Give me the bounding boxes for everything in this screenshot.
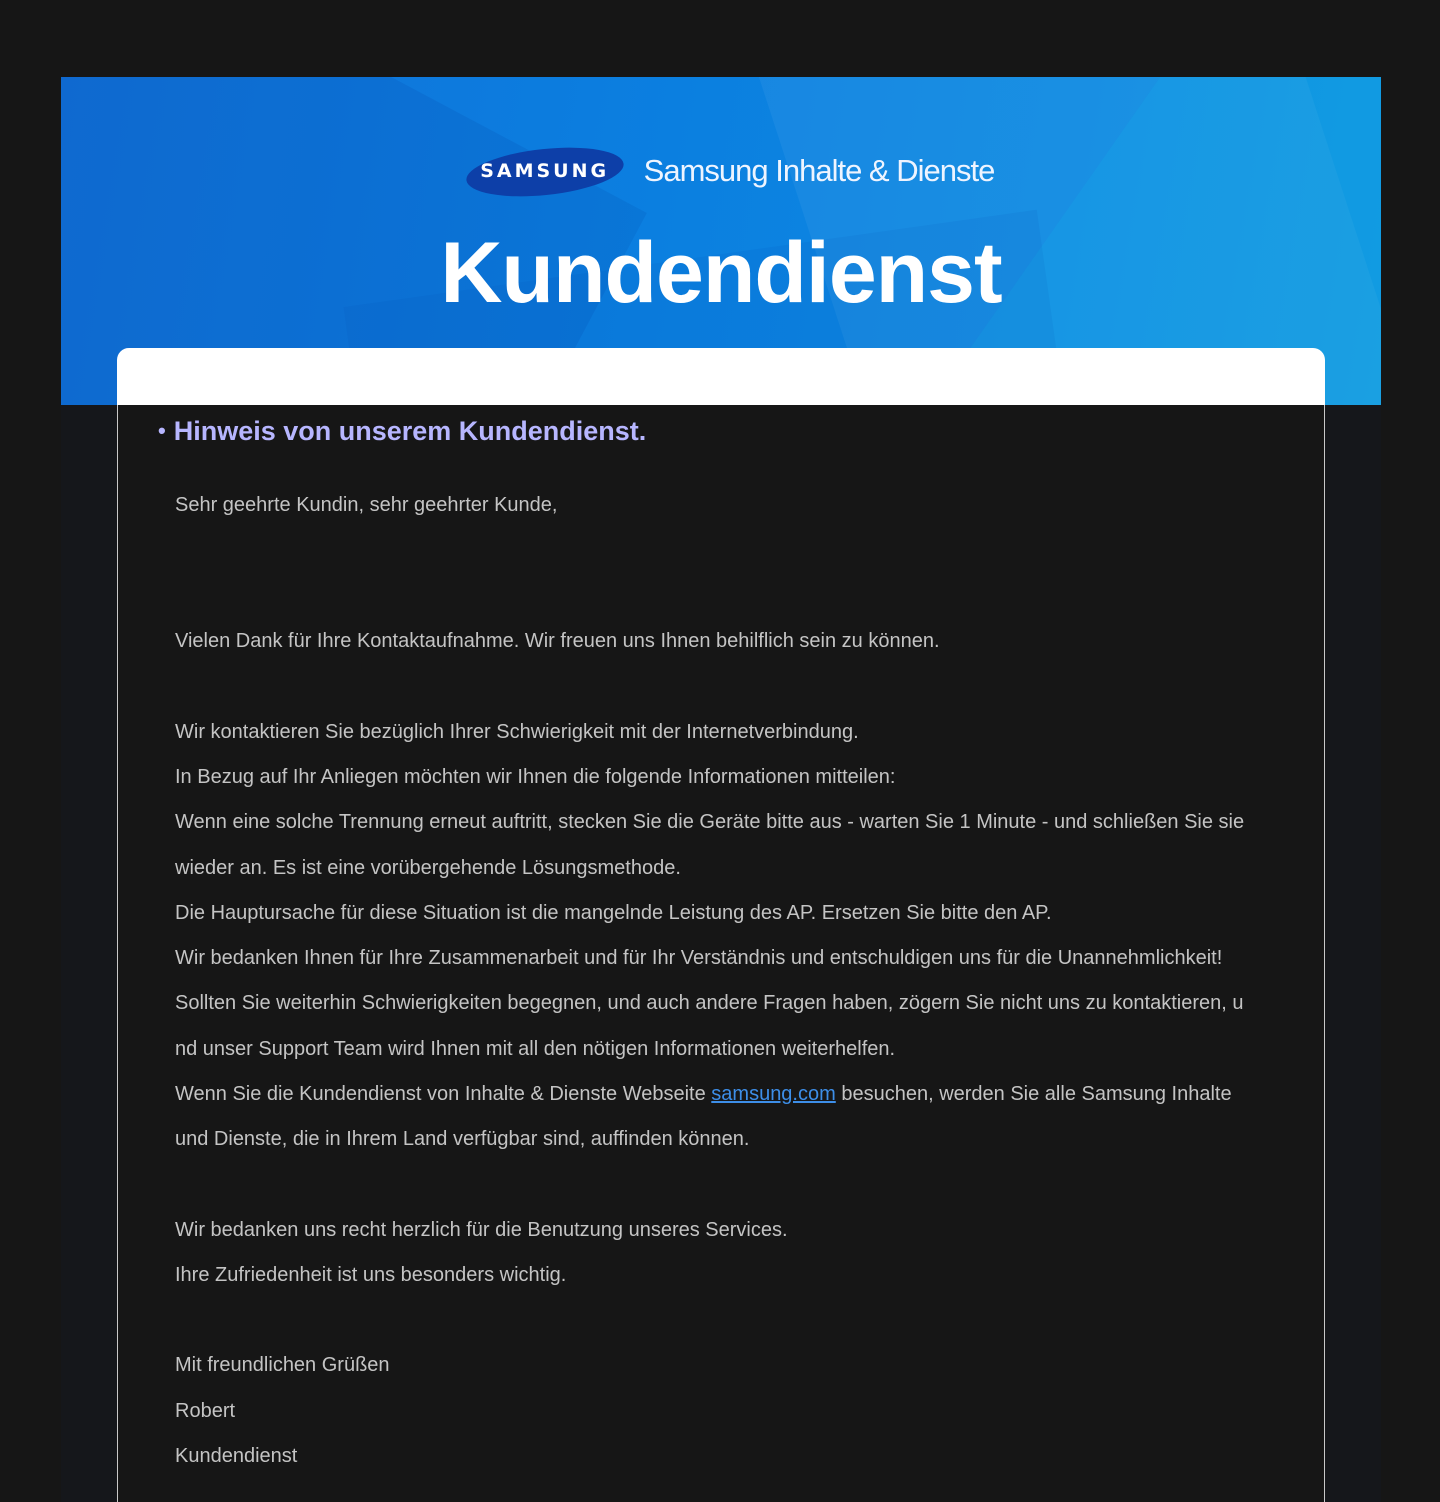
body-line-contacting: Wir kontaktieren Sie bezüglich Ihrer Schwierigkeit mit der Internetverbindung. (175, 721, 859, 743)
samsung-logo (466, 145, 624, 197)
body-line-info: In Bezug auf Ihr Anliegen möchten wir Ihnen die folgende Informationen mitteilen: (175, 766, 896, 788)
greeting: Sehr geehrte Kundin, sehr geehrter Kunde, (175, 494, 558, 516)
notice-heading (158, 411, 646, 451)
samsung-link[interactable]: samsung.com (711, 1083, 836, 1105)
brand-row (61, 145, 1381, 197)
closing: Mit freundlichen Grüßen (175, 1354, 390, 1376)
body-line-further-2: nd unser Support Team wird Ihnen mit all den nötigen Informationen weiterhelfen. (175, 1038, 896, 1060)
service-name: Samsung Inhalte & Dienste (643, 153, 995, 188)
signature-department: Kundendienst (175, 1445, 298, 1467)
thanks-contact: Vielen Dank für Ihre Kontaktaufnahme. Wir freuen uns Ihnen behilflich sein zu können. (175, 630, 940, 652)
website-prefix: Wenn Sie die Kundendienst von Inhalte & Dienste Webseite (175, 1083, 712, 1105)
body-line-further-1: Sollten Sie weiterhin Schwierigkeiten begegnen, und auch andere Fragen haben, zögern Sie nicht uns zu kontaktieren, u (175, 992, 1244, 1014)
notice-heading-text: Hinweis von unserem Kundendienst. (173, 416, 647, 446)
samsung-logo-text: SAMSUNG (480, 160, 610, 182)
body-line-thank-cooperation: Wir bedanken Ihnen für Ihre Zusammenarbeit und für Ihr Verständnis und entschuldigen uns für die Unannehmlichkeit! (175, 947, 1223, 969)
email-container (61, 77, 1381, 1502)
signature-name: Robert (175, 1400, 236, 1422)
website-suffix: besuchen, werden Sie alle Samsung Inhalte (835, 1083, 1232, 1105)
message-card (117, 405, 1325, 1502)
body-line-separation-2: wieder an. Es ist eine vorübergehende Lösungsmethode. (175, 857, 681, 879)
body-line-website-2: und Dienste, die in Ihrem Land verfügbar sind, auffinden können. (175, 1128, 750, 1150)
body-line-separation-1: Wenn eine solche Trennung erneut auftritt, stecken Sie die Geräte bitte aus - warten Sie 1 Minute - und schließen Sie sie (175, 811, 1245, 833)
body-line-cause: Die Hauptursache für diese Situation ist die mangelnde Leistung des AP. Ersetzen Sie bitte den AP. (175, 902, 1052, 924)
body-line-website (175, 1072, 1285, 1117)
body-line-satisfaction: Ihre Zufriedenheit ist uns besonders wichtig. (175, 1264, 567, 1286)
page-title: Kundendienst (440, 225, 1002, 321)
bullet-icon: • (158, 418, 166, 443)
body-line-thanks-service: Wir bedanken uns recht herzlich für die Benutzung unseres Services. (175, 1219, 788, 1241)
card-header-strip (117, 348, 1325, 405)
